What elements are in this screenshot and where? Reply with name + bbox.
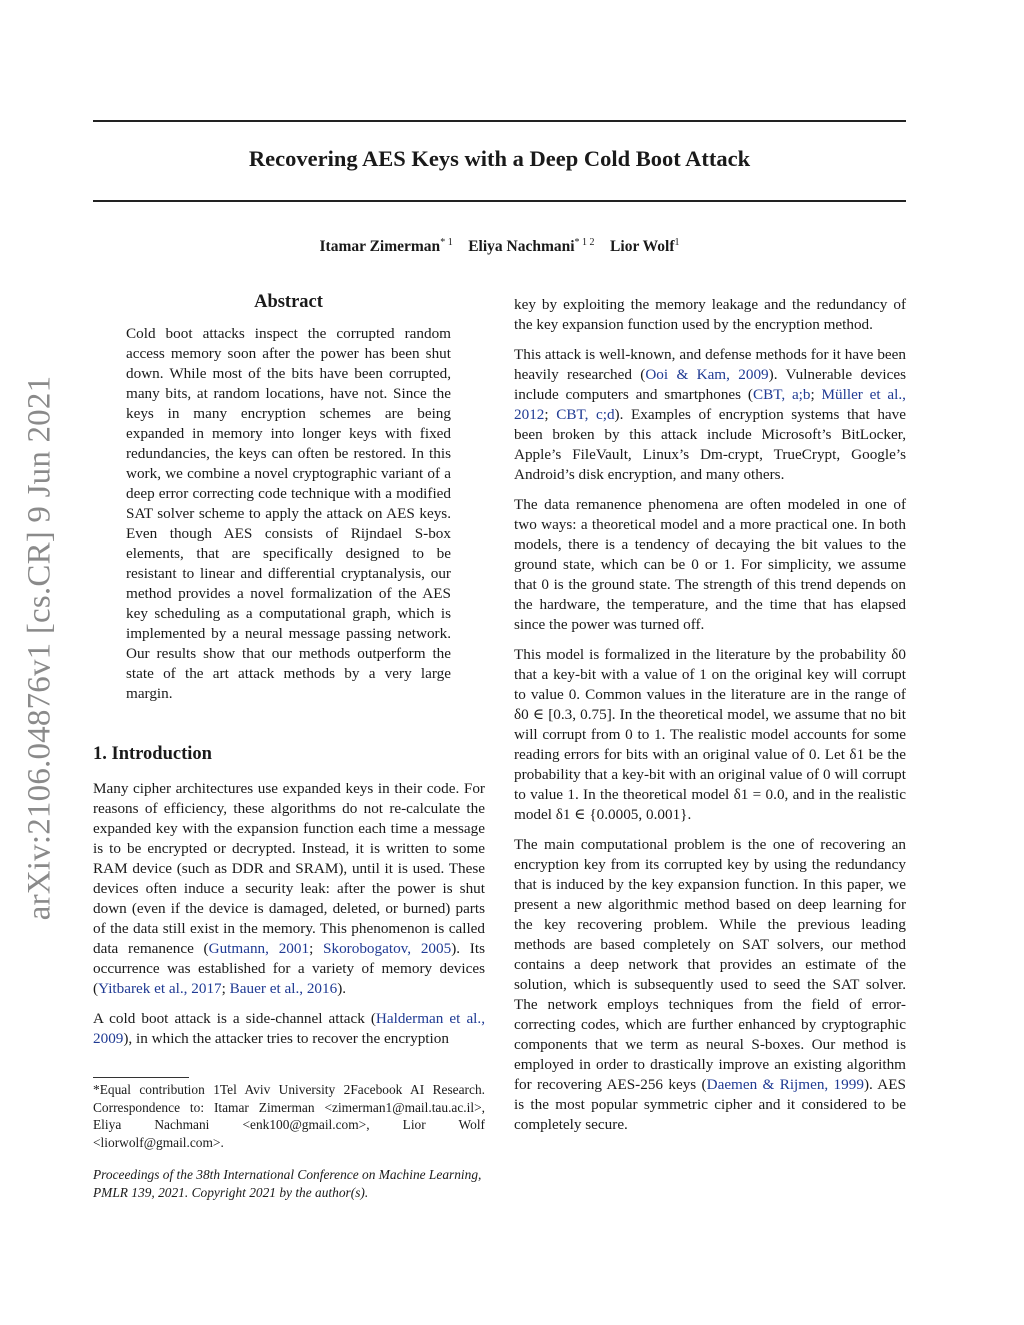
intro-body (93, 779, 485, 1059)
right-column-body (514, 295, 906, 1145)
author-affiliation: 1 (674, 237, 680, 248)
author-affiliation: * 1 (440, 237, 453, 248)
separator: ; (221, 980, 230, 997)
citation-link[interactable]: CBT, c;d (556, 406, 615, 423)
paragraph-text: ). Its occurrence was established for a variety of memory devices ( (93, 940, 485, 997)
title-rule (93, 200, 906, 202)
paragraph-text: ). Vulnerable devices include computers and smartphones ( (514, 366, 906, 403)
paragraph-text: A cold boot attack is a side-channel attack ( (93, 1010, 376, 1027)
paragraph-text: The main computational problem is the one of recovering an encryption key from its corrupted key by using the redundancy that is induced by the key expansion function. In this paper, we present a new algorithmic method based on deep learning for the key recovering problem. While the previous leading methods are based completely on SAT solvers, our method contains a deep network that provides an estimate of the solution, which is subsequently used to seed the SAT solver. The network employs techniques from the field of error-correcting codes, which are further enhanced by cryptographic components that we term as neural S-boxes. Our method is employed in order to drastically improve an existing algorithm for recovering AES-256 keys ( (514, 836, 906, 1093)
section-heading: 1. Introduction (93, 744, 212, 764)
arxiv-identifier: arXiv:2106.04876v1 [cs.CR] 9 Jun 2021 (21, 375, 58, 921)
separator: ; (544, 406, 557, 423)
author-name: Lior Wolf (610, 238, 675, 256)
top-rule (93, 120, 906, 122)
proceedings-note: Proceedings of the 38th International Conference on Machine Learning, PMLR 139, 2021. Copyright 2021 by the author(s). (93, 1167, 482, 1200)
paragraph-text: ). (337, 980, 347, 997)
paragraph (93, 1009, 485, 1049)
paragraph-text: Many cipher architectures use expanded keys in their code. For reasons of efficiency, these algorithms do not re-calculate the expanded key with the expansion function each time a message is to be encrypted or decrypted. Instead, it is written to some RAM device (such as DDR and SRAM), until it is used. These devices often induce a security leak: after the power is shut down (even if the device is damaged, deleted, or burned) parts of the data still exist in the memory. This phenomenon is called data remanence ( (93, 780, 485, 957)
abstract-text: Cold boot attacks inspect the corrupted random access memory soon after the power has been shut down. While most of the bits have been corrupted, many bits, at random locations, have not. Since the keys in many encryption schemes are being expanded in memory into longer keys with fixed redundancies, the keys can often be restored. In this work, we combine a novel cryptographic variant of a deep error correcting code technique with a modified SAT solver scheme to apply the attack on AES keys. Even though AES consists of Rijndael S-box elements, that are specifically designed to be resistant to linear and differential cryptanalysis, our method provides a novel formalization of the AES key scheduling as a computational graph, which is implemented by a neural message passing network. Our results show that our methods outperform the state of the art attack methods by a very large margin. (126, 325, 451, 702)
paragraph-text: ). AES is the most popular symmetric cipher and it considered to be completely secure. (514, 1076, 906, 1133)
author-list (93, 237, 906, 256)
paragraph-text: ). Examples of encryption systems that have been broken by this attack include Microsoft’s BitLocker, Apple’s FileVault, Linux’s Dm-crypt, TrueCrypt, Google’s Android’s disk encryption, and many others. (514, 406, 906, 483)
paragraph (514, 835, 906, 1135)
citation-link[interactable]: Daemen & Rijmen, 1999 (706, 1076, 864, 1093)
footnote: *Equal contribution 1Tel Aviv University 2Facebook AI Research. Correspondence to: Itamar Zimerman <zimerman1@mail.tau.ac.il>, Eliya Nachmani <enk100@gmail.com>, Lior Wolf <liorwolf@gmail.com>. (93, 1082, 485, 1150)
paper-title: Recovering AES Keys with a Deep Cold Boot Attack (248, 146, 751, 171)
paragraph: The data remanence phenomena are often modeled in one of two ways: a theoretical model and a more practical one. In both models, there is a tendency of decaying the bit values to the ground state, which can be 0 or 1. For simplicity, we assume that 0 is the ground state. The strength of this trend depends on the hardware, the temperature, and the time that has elapsed since the power was turned off. (514, 496, 906, 633)
arxiv-sidebar (8, 368, 72, 928)
citation-link[interactable]: Bauer et al., 2016 (229, 980, 338, 997)
paragraph-text: This attack is well-known, and defense methods for it have been heavily researched ( (514, 346, 906, 383)
abstract-heading: Abstract (254, 292, 323, 312)
citation-link[interactable]: CBT, a;b (752, 386, 811, 403)
citation-link[interactable]: Müller et al., 2012 (514, 386, 906, 423)
author-affiliation: * 1 2 (574, 237, 595, 248)
paragraph (514, 345, 906, 485)
separator: ; (309, 940, 324, 957)
citation-link[interactable]: Skorobogatov, 2005 (323, 940, 452, 957)
footnote-divider (93, 1077, 189, 1078)
citation-link[interactable]: Halderman et al., 2009 (93, 1010, 485, 1047)
separator: ; (810, 386, 822, 403)
paragraph-text: ), in which the attacker tries to recover the encryption (123, 1030, 449, 1047)
author-name: Itamar Zimerman (319, 238, 441, 256)
paragraph (93, 779, 485, 999)
citation-link[interactable]: Gutmann, 2001 (208, 940, 310, 957)
paragraph: key by exploiting the memory leakage and the redundancy of the key expansion function used by the encryption method. (514, 296, 906, 333)
paragraph: This model is formalized in the literature by the probability δ0 that a key-bit with a value of 1 on the original key will corrupt to value 0. Common values in the literature are in the range of δ0 ∈ [0.3, 0.75]. In the theoretical model, we assume that no bit will corrupt from 0 to 1. The realistic model accounts for some reading errors for bits with an original value of 0. Let δ1 be the probability that a key-bit with an original value of 0 will corrupt to value 1. In the theoretical model δ1 = 0.0, and in the realistic model δ1 ∈ {0.0005, 0.001}. (514, 646, 906, 823)
author-name: Eliya Nachmani (468, 238, 575, 256)
citation-link[interactable]: Yitbarek et al., 2017 (98, 980, 222, 997)
citation-link[interactable]: Ooi & Kam, 2009 (645, 366, 769, 383)
